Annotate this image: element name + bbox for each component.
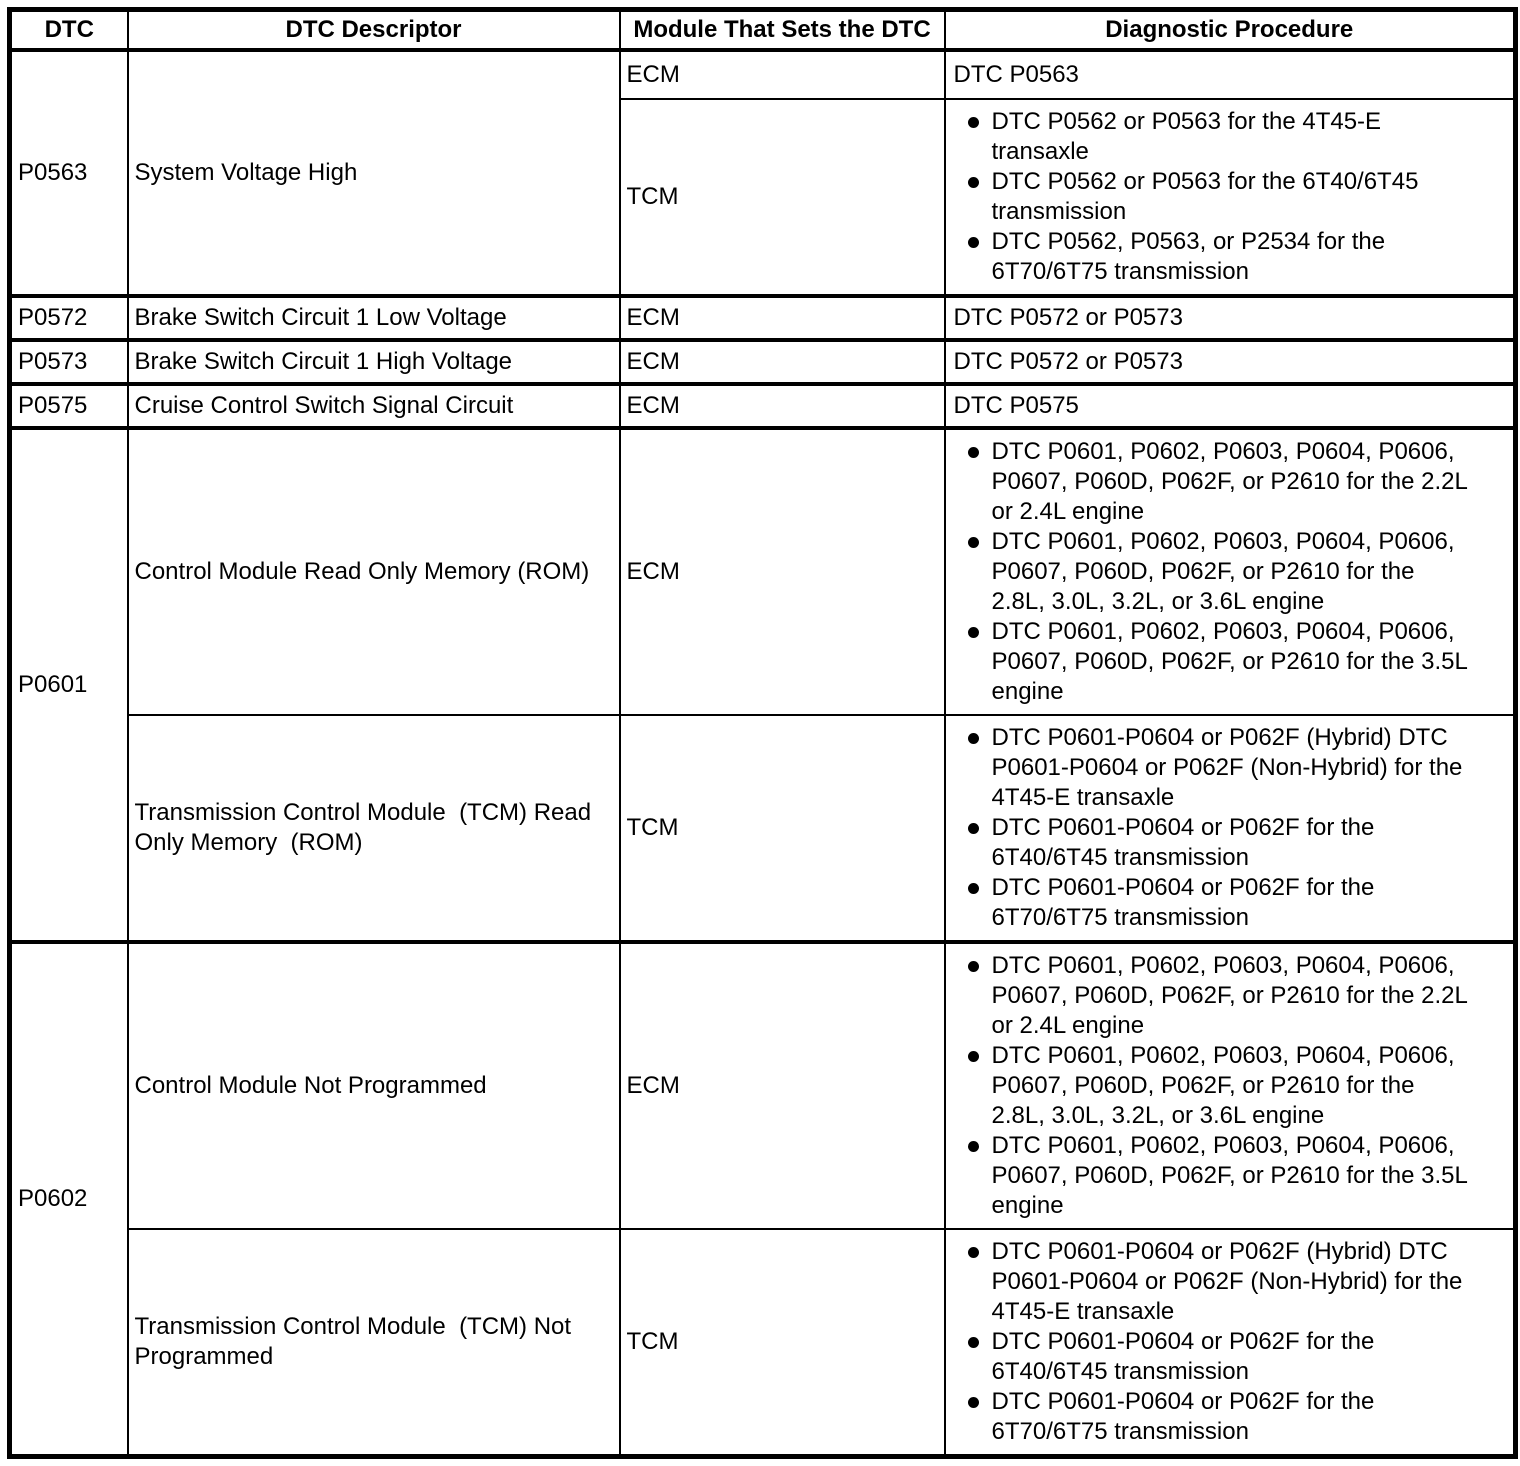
- module-cell: ECM: [620, 50, 945, 99]
- procedure-bullet-list: [952, 723, 1473, 933]
- column-header-module: Module That Sets the DTC: [620, 10, 945, 50]
- module-cell: TCM: [620, 1229, 945, 1457]
- procedure-bullet-item: DTC P0601, P0602, P0603, P0604, P0606, P0607, P060D, P062F, or P2610 for the 2.2L or 2.4L engine: [952, 951, 1473, 1041]
- module-cell: ECM: [620, 340, 945, 384]
- column-header-dtc: DTC: [10, 10, 128, 50]
- descriptor-cell: Cruise Control Switch Signal Circuit: [128, 384, 620, 428]
- procedure-cell: DTC P0563: [945, 50, 1516, 99]
- module-cell: ECM: [620, 384, 945, 428]
- dtc-cell: P0575: [10, 384, 128, 428]
- procedure-cell: [945, 99, 1516, 296]
- module-cell: ECM: [620, 942, 945, 1229]
- descriptor-cell: Transmission Control Module (TCM) Read Only Memory (ROM): [128, 715, 620, 942]
- descriptor-cell: System Voltage High: [128, 50, 620, 296]
- procedure-bullet-item: DTC P0601, P0602, P0603, P0604, P0606, P0607, P060D, P062F, or P2610 for the 3.5L engine: [952, 1131, 1473, 1221]
- procedure-bullet-item: DTC P0601-P0604 or P062F for the 6T40/6T45 transmission: [952, 813, 1473, 873]
- procedure-bullet-list: [952, 437, 1473, 707]
- dtc-cell: P0563: [10, 50, 128, 296]
- procedure-bullet-list: [952, 951, 1473, 1221]
- procedure-bullet-list: [952, 1237, 1473, 1447]
- table-row: [10, 50, 1516, 99]
- dtc-cell: P0573: [10, 340, 128, 384]
- module-cell: ECM: [620, 296, 945, 340]
- descriptor-cell: Brake Switch Circuit 1 Low Voltage: [128, 296, 620, 340]
- procedure-bullet-item: DTC P0601, P0602, P0603, P0604, P0606, P0607, P060D, P062F, or P2610 for the 2.8L, 3.0L, 3.2L, or 3.6L engine: [952, 1041, 1473, 1131]
- procedure-cell: [945, 1229, 1516, 1457]
- procedure-bullet-item: DTC P0601-P0604 or P062F (Hybrid) DTC P0601-P0604 or P062F (Non-Hybrid) for the 4T45-E transaxle: [952, 723, 1473, 813]
- descriptor-cell: Brake Switch Circuit 1 High Voltage: [128, 340, 620, 384]
- procedure-cell: [945, 715, 1516, 942]
- procedure-bullet-item: DTC P0601-P0604 or P062F for the 6T70/6T75 transmission: [952, 873, 1473, 933]
- module-cell: TCM: [620, 715, 945, 942]
- descriptor-cell: Transmission Control Module (TCM) Not Programmed: [128, 1229, 620, 1457]
- descriptor-cell: Control Module Not Programmed: [128, 942, 620, 1229]
- dtc-cell: P0572: [10, 296, 128, 340]
- procedure-bullet-list: [952, 107, 1473, 287]
- table-row: [10, 428, 1516, 715]
- procedure-cell: [945, 428, 1516, 715]
- column-header-procedure: Diagnostic Procedure: [945, 10, 1516, 50]
- procedure-cell: DTC P0572 or P0573: [945, 340, 1516, 384]
- procedure-bullet-item: DTC P0601-P0604 or P062F for the 6T70/6T75 transmission: [952, 1387, 1473, 1447]
- module-cell: TCM: [620, 99, 945, 296]
- procedure-cell: [945, 942, 1516, 1229]
- procedure-cell: DTC P0575: [945, 384, 1516, 428]
- table-row: [10, 296, 1516, 340]
- procedure-bullet-item: DTC P0601, P0602, P0603, P0604, P0606, P0607, P060D, P062F, or P2610 for the 2.8L, 3.0L, 3.2L, or 3.6L engine: [952, 527, 1473, 617]
- procedure-bullet-item: DTC P0562 or P0563 for the 4T45-E transaxle: [952, 107, 1473, 167]
- header-row: [10, 10, 1516, 50]
- dtc-table: [7, 7, 1518, 1459]
- table-row: [10, 715, 1516, 942]
- table-row: [10, 384, 1516, 428]
- dtc-cell: P0601: [10, 428, 128, 942]
- procedure-cell: DTC P0572 or P0573: [945, 296, 1516, 340]
- column-header-descriptor: DTC Descriptor: [128, 10, 620, 50]
- dtc-cell: P0602: [10, 942, 128, 1457]
- table-row: [10, 942, 1516, 1229]
- procedure-bullet-item: DTC P0601-P0604 or P062F for the 6T40/6T45 transmission: [952, 1327, 1473, 1387]
- descriptor-cell: Control Module Read Only Memory (ROM): [128, 428, 620, 715]
- procedure-bullet-item: DTC P0562 or P0563 for the 6T40/6T45 transmission: [952, 167, 1473, 227]
- procedure-bullet-item: DTC P0562, P0563, or P2534 for the 6T70/6T75 transmission: [952, 227, 1473, 287]
- table-row: [10, 340, 1516, 384]
- procedure-bullet-item: DTC P0601, P0602, P0603, P0604, P0606, P0607, P060D, P062F, or P2610 for the 2.2L or 2.4L engine: [952, 437, 1473, 527]
- procedure-bullet-item: DTC P0601, P0602, P0603, P0604, P0606, P0607, P060D, P062F, or P2610 for the 3.5L engine: [952, 617, 1473, 707]
- procedure-bullet-item: DTC P0601-P0604 or P062F (Hybrid) DTC P0601-P0604 or P062F (Non-Hybrid) for the 4T45-E transaxle: [952, 1237, 1473, 1327]
- table-row: [10, 1229, 1516, 1457]
- module-cell: ECM: [620, 428, 945, 715]
